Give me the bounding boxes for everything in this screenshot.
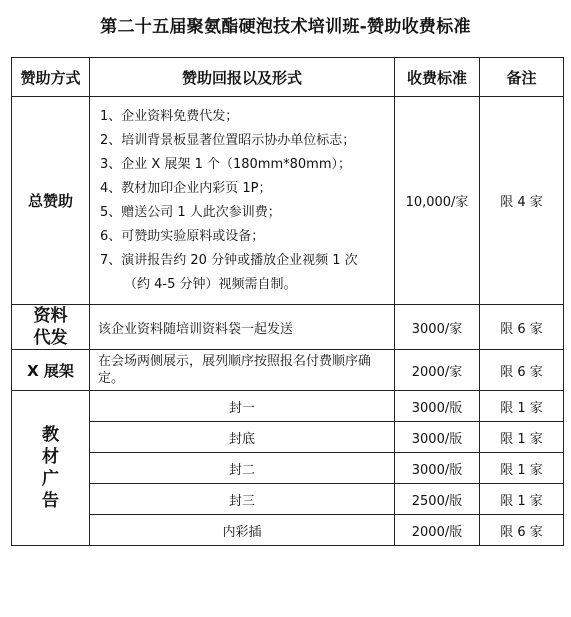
table-row: [12, 422, 564, 453]
page-title: 第二十五届聚氨酯硬泡技术培训班-赞助收费标准: [100, 17, 471, 37]
table-row: [12, 515, 564, 546]
list-item: 7、演讲报告约 20 分钟或播放企业视频 1 次: [100, 253, 358, 268]
return-desc-cell: 封三: [90, 484, 395, 515]
note-cell: 限 6 家: [480, 350, 564, 391]
sponsorship-table: [11, 57, 564, 546]
note-cell: 限 1 家: [480, 453, 564, 484]
list-item: 4、教材加印企业内彩页 1P；: [100, 181, 272, 196]
note-cell: 限 6 家: [480, 305, 564, 350]
fee-cell: 3000/版: [395, 391, 480, 422]
return-desc-cell: 封二: [90, 453, 395, 484]
sponsor-type-char: 告: [42, 491, 59, 511]
note-cell: 限 6 家: [480, 515, 564, 546]
sponsor-type-char: 教: [42, 425, 59, 445]
list-item: 6、可赞助实验原料或设备；: [100, 229, 265, 244]
return-desc-cell: 该企业资料随培训资料袋一起发送: [90, 305, 395, 350]
note-cell: 限 1 家: [480, 391, 564, 422]
fee-cell: 2500/版: [395, 484, 480, 515]
list-item: 5、赠送公司 1 人此次参训费；: [100, 205, 281, 220]
sponsor-type-char: 材: [42, 447, 59, 467]
note-cell: 限 1 家: [480, 484, 564, 515]
note-cell: 限 4 家: [480, 97, 564, 305]
fee-cell: 3000/家: [395, 305, 480, 350]
note-cell: 限 1 家: [480, 422, 564, 453]
fee-cell: 10,000/家: [395, 97, 480, 305]
table-row: [12, 484, 564, 515]
table-row: [12, 305, 564, 350]
list-item: 2、培训背景板显著位置昭示协办单位标志；: [100, 133, 356, 148]
header-fee: 收费标准: [395, 58, 480, 97]
table-row: [12, 350, 564, 391]
sponsor-type-line: 代发: [33, 328, 68, 348]
return-desc-cell: 封一: [90, 391, 395, 422]
return-desc-cell: 在会场两侧展示，展列顺序按照报名付费顺序确定。: [90, 350, 395, 391]
list-item: 1、企业资料免费代发；: [100, 109, 239, 124]
fee-cell: 3000/版: [395, 453, 480, 484]
sponsor-type-cell: [12, 391, 90, 546]
header-return-form: 赞助回报以及形式: [90, 58, 395, 97]
header-sponsor-type: 赞助方式: [12, 58, 90, 97]
return-desc-cell: 内彩插: [90, 515, 395, 546]
list-item: （约 4-5 分钟）视频需自制。: [124, 277, 297, 292]
table-header-row: [12, 58, 564, 97]
header-note: 备注: [480, 58, 564, 97]
sponsor-type-line: 资料: [33, 306, 68, 326]
sponsor-type-cell: 总赞助: [12, 97, 90, 305]
table-row: [12, 453, 564, 484]
return-desc-cell: 封底: [90, 422, 395, 453]
list-item: 3、企业 X 展架 1 个（180mm*80mm）；: [100, 157, 351, 172]
sponsor-type-cell: X 展架: [12, 350, 90, 391]
fee-cell: 2000/家: [395, 350, 480, 391]
fee-cell: 3000/版: [395, 422, 480, 453]
fee-cell: 2000/版: [395, 515, 480, 546]
sponsor-type-cell: [12, 305, 90, 350]
sponsor-type-char: 广: [42, 469, 59, 489]
table-row: [12, 97, 564, 305]
table-row: [12, 391, 564, 422]
return-list-cell: [90, 97, 395, 305]
